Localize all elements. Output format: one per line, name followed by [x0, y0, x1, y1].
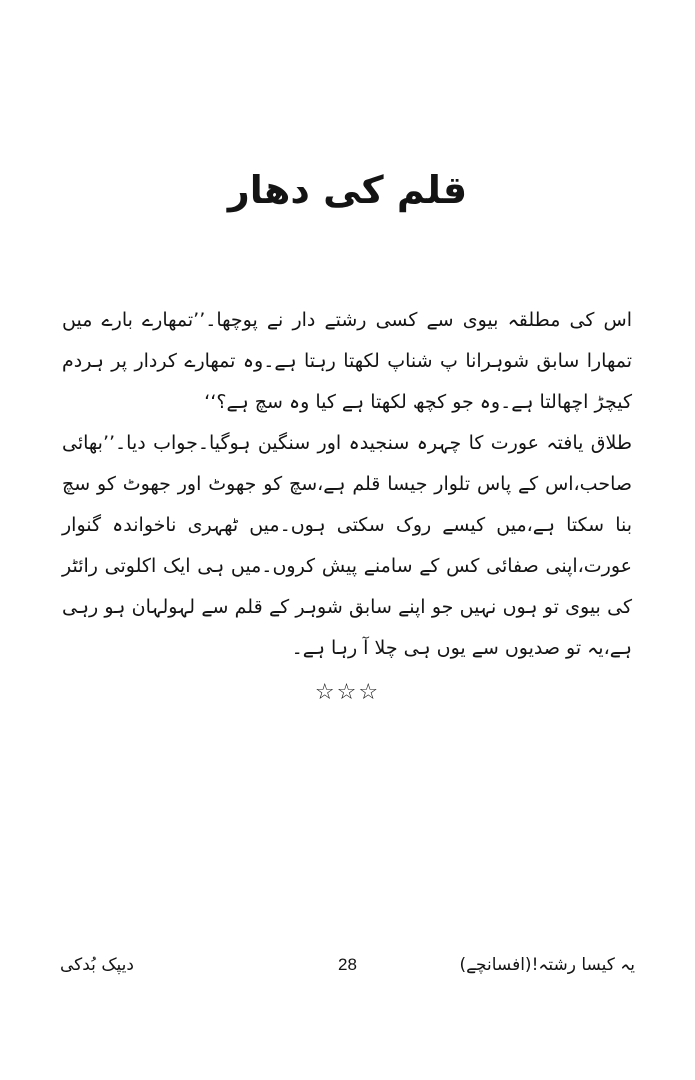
paragraph-1: اس کی مطلقہ بیوی سے کسی رشتے دار نے پوچھا۔’’تمھارے بارے میں تمھارا سابق شوہرانا پ شناپ لکھتا رہتا ہے۔وہ تمھارے کردار پر ہردم کیچڑ اچھالتا ہے۔وہ جو کچھ لکھتا ہے کیا وہ سچ ہے؟‘‘: [62, 309, 632, 413]
paragraph-2: طلاق یافتہ عورت کا چہرہ سنجیدہ اور سنگین ہوگیا۔جواب دیا۔’’بھائی صاحب،اس کے پاس تلوار جیسا قلم ہے،سچ کو جھوٹ اور جھوٹ کو سچ بنا سکتا ہے،میں کیسے روک سکتی ہوں۔میں ٹھہری ناخواندہ گنوار عورت،اپنی صفائی کس کے سامنے پیش کروں۔میں ہی ایک اکلوتی رائٹر کی بیوی تو ہوں نہیں جو اپنے سابق شوہر کے قلم سے لہولہان ہو رہی ہے،یہ تو صدیوں سے یوں ہی چلا آ رہا ہے۔: [62, 432, 632, 659]
page-footer: [60, 950, 635, 980]
section-separator-stars: ☆☆☆: [314, 680, 381, 705]
story-body: [62, 300, 632, 669]
footer-page-number: 28: [338, 955, 357, 974]
footer-author: دیپک بُدکی: [60, 955, 134, 975]
story-title: قلم کی دھار: [227, 168, 468, 212]
footer-book-title: یہ کیسا رشتہ!(افسانچے): [459, 955, 635, 975]
